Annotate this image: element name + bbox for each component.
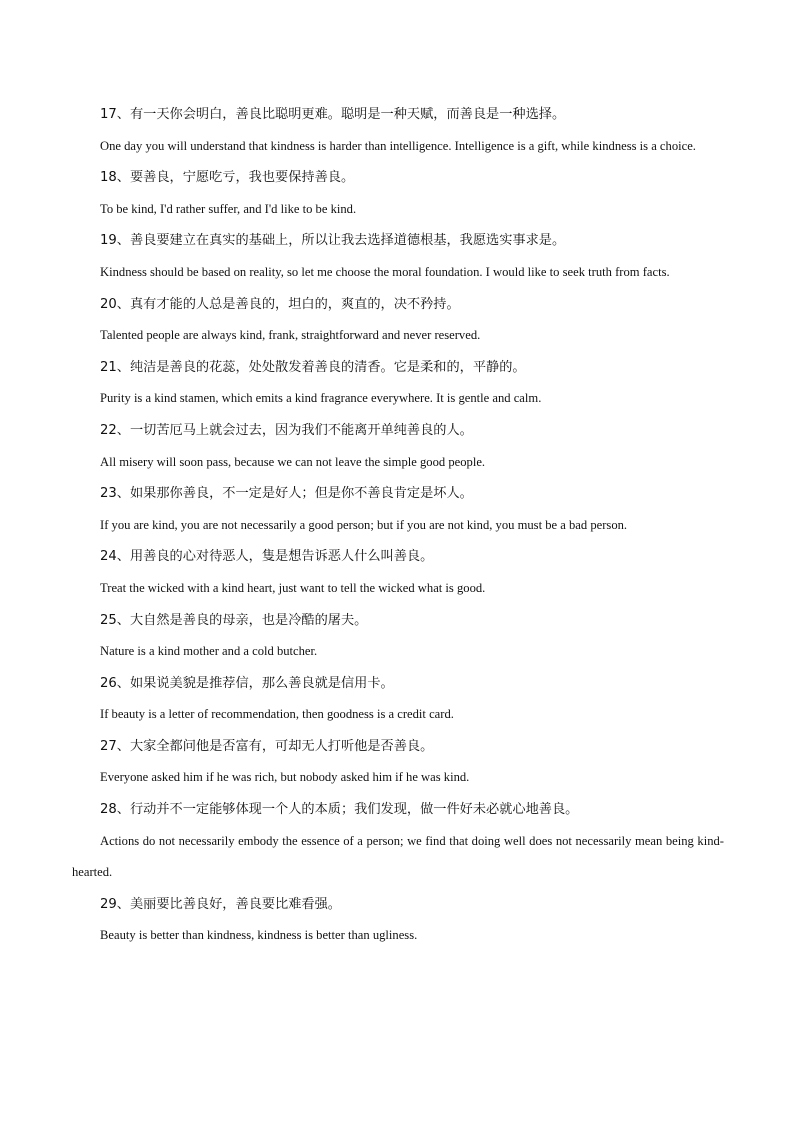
quote-chinese: 21、纯洁是善良的花蕊，处处散发着善良的清香。它是柔和的，平静的。 xyxy=(100,359,526,375)
quote-english: If beauty is a letter of recommendation, then goodness is a credit card. xyxy=(100,707,454,722)
quote-entry-23 xyxy=(72,478,724,541)
quote-entry-19 xyxy=(72,225,724,288)
quote-chinese: 18、要善良，宁愿吃亏，我也要保持善良。 xyxy=(100,170,355,186)
quote-english: All misery will soon pass, because we can not leave the simple good people. xyxy=(100,454,486,469)
quote-list xyxy=(72,99,724,952)
quote-english: One day you will understand that kindness is harder than intelligence. Intelligence is a gift, while kindness is a choice. xyxy=(100,138,696,153)
quote-entry-28 xyxy=(72,794,724,889)
quote-entry-20 xyxy=(72,289,724,352)
quote-entry-24 xyxy=(72,541,724,604)
quote-chinese: 29、美丽要比善良好，善良要比难看强。 xyxy=(100,896,341,912)
quote-entry-17 xyxy=(72,99,724,162)
quote-english: Actions do not necessarily embody the essence of a person; we find that doing well does not necessarily mean being kind-hearted. xyxy=(72,833,724,880)
quote-entry-29 xyxy=(72,889,724,952)
quote-chinese: 27、大家全都问他是否富有，可却无人打听他是否善良。 xyxy=(100,738,434,754)
quote-chinese: 19、善良要建立在真实的基础上，所以让我去选择道德根基，我愿选实事求是。 xyxy=(100,233,566,249)
quote-chinese: 20、真有才能的人总是善良的，坦白的，爽直的，决不矜持。 xyxy=(100,296,460,312)
quote-entry-26 xyxy=(72,668,724,731)
quote-chinese: 24、用善良的心对待恶人，隻是想告诉恶人什么叫善良。 xyxy=(100,549,434,565)
quote-entry-22 xyxy=(72,415,724,478)
quote-english: To be kind, I'd rather suffer, and I'd like to be kind. xyxy=(100,201,357,216)
quote-chinese: 26、如果说美貌是推荐信，那么善良就是信用卡。 xyxy=(100,675,394,691)
quote-english: Beauty is better than kindness, kindness is better than ugliness. xyxy=(100,928,418,943)
quote-english: Everyone asked him if he was rich, but nobody asked him if he was kind. xyxy=(100,770,470,785)
quote-english: Talented people are always kind, frank, straightforward and never reserved. xyxy=(100,328,481,343)
quote-english: Treat the wicked with a kind heart, just want to tell the wicked what is good. xyxy=(100,580,486,595)
quote-entry-21 xyxy=(72,352,724,415)
quote-entry-27 xyxy=(72,731,724,794)
quote-chinese: 17、有一天你会明白，善良比聪明更难。聪明是一种天赋，而善良是一种选择。 xyxy=(100,107,566,122)
quote-chinese: 28、行动并不一定能够体现一个人的本质；我们发现，做一件好未必就心地善良。 xyxy=(100,802,579,818)
quote-chinese: 25、大自然是善良的母亲，也是冷酷的屠夫。 xyxy=(100,612,368,628)
quote-english: Kindness should be based on reality, so let me choose the moral foundation. I would like to seek truth from facts. xyxy=(100,264,670,279)
quote-entry-25 xyxy=(72,605,724,668)
quote-entry-18 xyxy=(72,162,724,225)
quote-chinese: 22、一切苦厄马上就会过去，因为我们不能离开单纯善良的人。 xyxy=(100,422,473,438)
quote-english: Nature is a kind mother and a cold butcher. xyxy=(100,644,318,659)
quote-english: Purity is a kind stamen, which emits a kind fragrance everywhere. It is gentle and calm. xyxy=(100,391,542,406)
quote-chinese: 23、如果那你善良，不一定是好人；但是你不善良肯定是坏人。 xyxy=(100,486,473,502)
quote-english: If you are kind, you are not necessarily a good person; but if you are not kind, you must be a bad person. xyxy=(100,517,628,532)
